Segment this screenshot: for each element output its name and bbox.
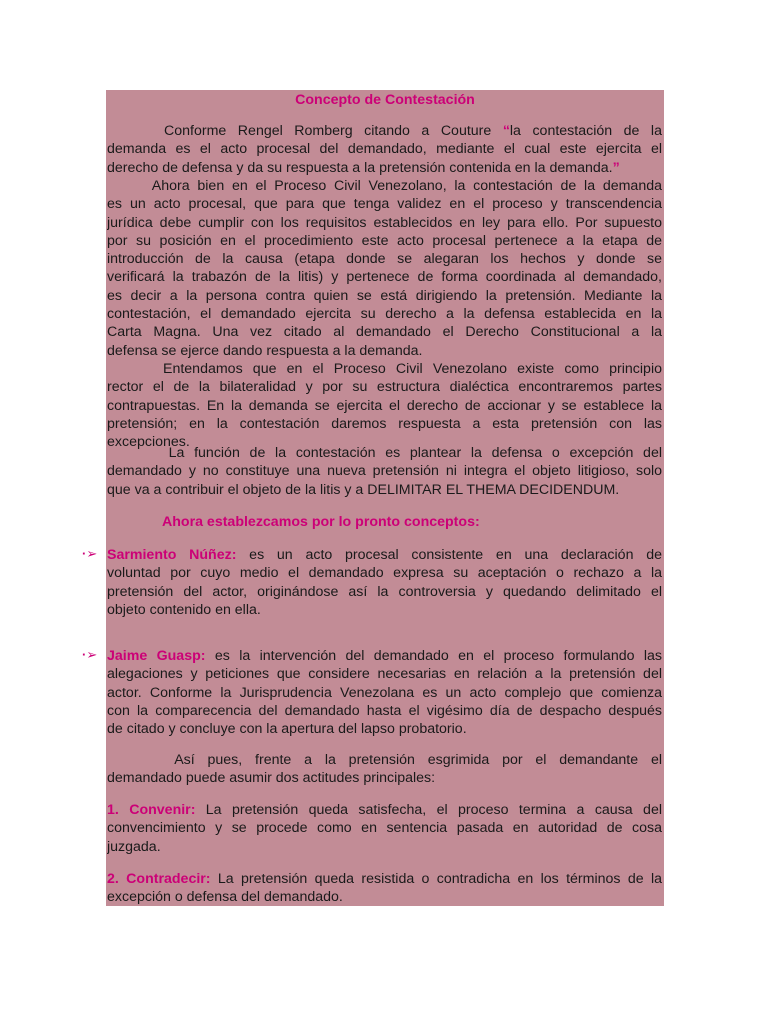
- text-line: defensa se ejerce dando respuesta a la demanda.: [107, 342, 423, 359]
- term-label: 1. Convenir:: [107, 802, 196, 818]
- intro-paragraph: [107, 122, 662, 177]
- attitude-contradecir: [107, 870, 662, 907]
- concept-guasp: [107, 647, 662, 738]
- text-line: demandado puede asumir dos actitudes principales:: [107, 770, 436, 787]
- text-line: excepciones.: [107, 434, 190, 451]
- text-line: contestación, el demandado ejercita su derecho a la defensa establecida en la: [107, 306, 662, 323]
- text-line: [107, 546, 662, 564]
- text-line: excepción o defensa del demandado.: [107, 889, 343, 906]
- text-line: Entendamos que en el Proceso Civil Venezolano existe como principio: [163, 361, 662, 377]
- text-line: verificará la trabazón de la litis) y pertenece de forma coordinada al demandado,: [107, 269, 662, 286]
- close-quote: ”: [612, 159, 620, 176]
- text-line: por su posición en el procedimiento este acto procesal pertenece a la etapa de: [107, 232, 662, 249]
- text-line: Así pues, frente a la pretensión esgrimida por el demandante el: [174, 752, 662, 768]
- intro-line-1: [107, 122, 662, 140]
- intro-line-3: [107, 159, 662, 177]
- paragraph-4: [107, 444, 662, 499]
- text-line: actor. Conforme la Jurisprudencia Venezolana es un acto complejo que comienza: [107, 684, 662, 701]
- text-line: que va a contribuir el objeto de la litis y a DELIMITAR EL THEMA DECIDENDUM.: [107, 481, 620, 498]
- concepts-heading: Ahora establezcamos por lo pronto conceptos:: [162, 514, 480, 530]
- bullet-arrow-icon: ·➢: [82, 647, 98, 662]
- term-definition: La pretensión queda satisfecha, el proceso termina a causa del: [195, 802, 662, 818]
- intro-line-3-text: derecho de defensa y da su respuesta a la pretensión contenida en la demanda.: [107, 159, 613, 176]
- term-label: Sarmiento Núñez:: [107, 547, 237, 563]
- intro-line-1-rest: la contestación de la: [509, 123, 662, 139]
- text-line: rector el de la bilateralidad y por su estructura dialéctica encontraremos partes: [107, 379, 662, 396]
- text-line: contrapuestas. En la demanda se ejercita el derecho de accionar y se establece la: [107, 397, 662, 414]
- term-label: Jaime Guasp:: [107, 648, 206, 664]
- text-line: es decir a la persona contra quien se está dirigiendo la pretensión. Mediante la: [107, 287, 662, 304]
- term-definition: es la intervención del demandado en el proceso formulando las: [205, 648, 662, 664]
- text-line: con la comparecencia del demandado hasta el vigésimo día de despacho después: [107, 702, 662, 719]
- bullet-arrow-icon: ·➢: [82, 546, 98, 561]
- text-line: jurídica debe cumplir con los requisitos establecidos en ley para ello. Por supuesto: [107, 214, 662, 231]
- text-line: Ahora bien en el Proceso Civil Venezolano, la contestación de la demanda: [151, 178, 662, 194]
- text-line: juzgada.: [107, 838, 161, 855]
- text-line: convencimiento y se procede como en sentencia pasada en autoridad de cosa: [107, 820, 662, 837]
- term-definition: La pretensión queda resistida o contradicha en los términos de la: [210, 871, 662, 887]
- paragraph-2: [107, 177, 662, 360]
- document-title: Concepto de Contestación: [295, 92, 475, 108]
- text-line: pretensión del actor, originándose así la controversia y quedando delimitado el: [107, 583, 662, 600]
- text-line: La función de la contestación es plantear la defensa o excepción del: [168, 445, 662, 461]
- paragraph-3: [107, 360, 662, 451]
- term-label: 2. Contradecir:: [107, 871, 211, 887]
- text-line: [107, 647, 662, 665]
- concept-sarmiento: [107, 546, 662, 619]
- text-line: introducción de la causa (etapa donde se alegaran los hechos y donde se: [107, 251, 662, 268]
- intro-line-2: demanda es el acto procesal del demandado, mediante el cual este ejercita el: [107, 141, 662, 158]
- attitude-convenir: [107, 801, 662, 856]
- text-line: objeto contenido en ella.: [107, 601, 261, 618]
- text-line: pretensión; en la contestación daremos respuesta a esta pretensión con las: [107, 415, 662, 432]
- text-line: [107, 870, 662, 888]
- text-line: [107, 801, 662, 819]
- text-line: Carta Magna. Una vez citado al demandado el Derecho Constitucional a la: [107, 324, 662, 341]
- text-line: voluntad por cuyo medio el demandado expresa su aceptación o rechazo a la: [107, 565, 662, 582]
- open-quote: “: [502, 123, 510, 139]
- text-line: alegaciones y peticiones que considere necesarias en relación a la pretensión del: [107, 666, 662, 683]
- text-line: es un acto procesal, que para que tenga validez en el proceso y transcendencia: [107, 196, 662, 213]
- text-line: demandado y no constituye una nueva pretensión ni integra el objeto litigioso, solo: [107, 463, 662, 480]
- paragraph-5: [107, 751, 662, 788]
- term-definition: es un acto procesal consistente en una declaración de: [236, 547, 662, 563]
- intro-author-ref: Conforme Rengel Romberg citando a Couture: [164, 123, 492, 139]
- text-line: de citado y concluye con la apertura del lapso probatorio.: [107, 721, 467, 738]
